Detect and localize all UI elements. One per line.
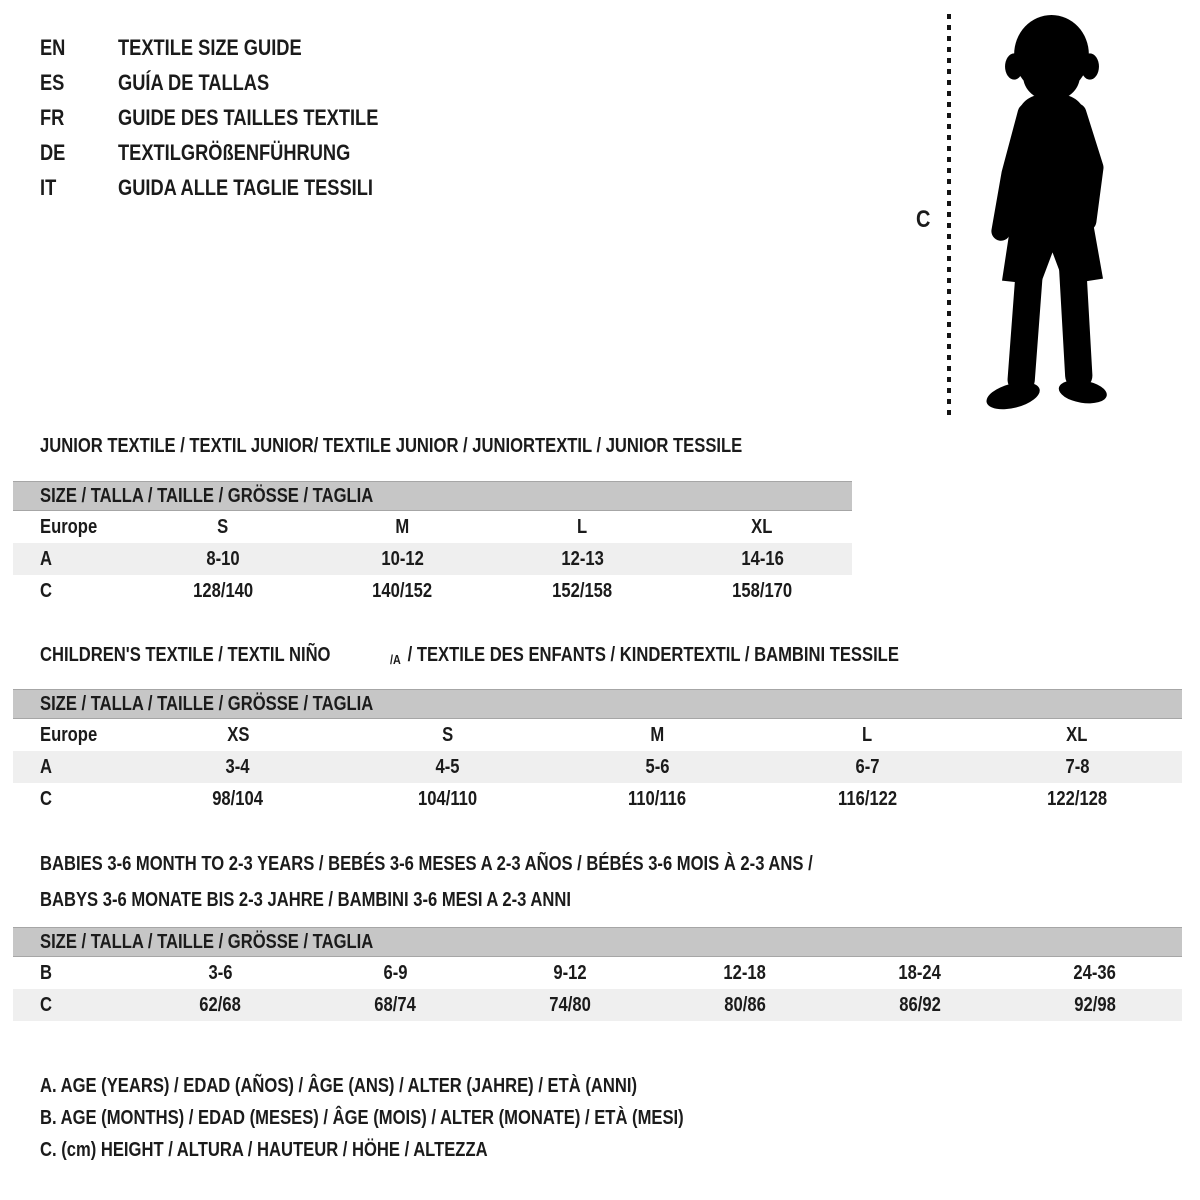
height-cell: 110/116 xyxy=(628,787,687,810)
junior-section-title: JUNIOR TEXTILE / TEXTIL JUNIOR/ TEXTILE JUNIOR / JUNIORTEXTIL / JUNIOR TESSILE xyxy=(40,435,743,457)
age-cell: 6-9 xyxy=(383,961,408,984)
size-cell: XL xyxy=(751,515,773,538)
height-measure-label: C xyxy=(916,206,931,233)
table-row-age xyxy=(13,543,852,575)
size-cell: XL xyxy=(1066,723,1088,746)
age-cell: 3-4 xyxy=(225,755,250,778)
babies-size-table xyxy=(13,927,1182,1021)
age-cell: 6-7 xyxy=(855,755,880,778)
table-row-months xyxy=(13,957,1182,989)
height-cell: 122/128 xyxy=(1047,787,1108,810)
height-cell: 62/68 xyxy=(199,993,242,1016)
language-title: GUÍA DE TALLAS xyxy=(118,69,270,95)
language-title: GUIDE DES TAILLES TEXTILE xyxy=(118,104,379,130)
height-cell: 92/98 xyxy=(1073,993,1116,1016)
size-header-band: SIZE / TALLA / TAILLE / GRÖSSE / TAGLIA xyxy=(13,689,1182,719)
row-label: C xyxy=(40,579,52,602)
language-code: DE xyxy=(40,139,66,165)
row-label: Europe xyxy=(40,515,98,538)
age-cell: 10-12 xyxy=(381,547,424,570)
table-row-age xyxy=(13,751,1182,783)
language-code: FR xyxy=(40,104,65,130)
age-cell: 12-13 xyxy=(561,547,604,570)
size-cell: M xyxy=(650,723,665,746)
height-cell: 104/110 xyxy=(418,787,478,810)
toddler-silhouette-icon xyxy=(968,14,1136,418)
babies-section-title: BABIES 3-6 MONTH TO 2-3 YEARS / BEBÉS 3-6 MESES A 2-3 AÑOS / BÉBÉS 3-6 MOIS À 2-3 ANS / BABYS 3-6 MONATE BIS 2-3 JAHRE / BAMBINI 3-6 MESI A 2-3 ANNI xyxy=(40,853,813,911)
language-code: EN xyxy=(40,34,66,60)
table-row-height xyxy=(13,989,1182,1021)
height-cell: 74/80 xyxy=(549,993,591,1016)
language-title: TEXTILGRÖßENFÜHRUNG xyxy=(118,139,351,165)
table-row-height xyxy=(13,575,852,607)
table-row-height xyxy=(13,783,1182,815)
language-row-it xyxy=(40,170,432,205)
junior-size-table xyxy=(13,481,852,607)
children-size-table xyxy=(13,689,1182,815)
height-cell: 128/140 xyxy=(192,579,253,602)
age-cell: 12-18 xyxy=(723,961,767,984)
height-cell: 158/170 xyxy=(732,579,793,602)
language-title: TEXTILE SIZE GUIDE xyxy=(118,34,302,60)
legend-note-a: A. AGE (YEARS) / EDAD (AÑOS) / ÂGE (ANS) / ALTER (JAHRE) / ETÀ (ANNI) xyxy=(40,1074,637,1097)
age-cell: 14-16 xyxy=(740,547,784,570)
row-label: C xyxy=(40,993,52,1016)
language-row-en xyxy=(40,30,432,65)
language-row-fr xyxy=(40,100,432,135)
height-cell: 140/152 xyxy=(372,579,433,602)
row-label: B xyxy=(40,961,52,984)
legend-block xyxy=(40,1070,816,1166)
row-label: Europe xyxy=(40,723,98,746)
legend-note-b: B. AGE (MONTHS) / EDAD (MESES) / ÂGE (MOIS) / ALTER (MONATE) / ETÀ (MESI) xyxy=(40,1106,684,1129)
row-label: C xyxy=(40,787,52,810)
age-cell: 3-6 xyxy=(208,961,233,984)
age-cell: 24-36 xyxy=(1073,961,1116,984)
size-cell: S xyxy=(442,723,454,746)
height-cell: 86/92 xyxy=(898,993,941,1016)
language-title-block xyxy=(40,30,432,205)
size-header-band: SIZE / TALLA / TAILLE / GRÖSSE / TAGLIA xyxy=(13,481,852,511)
language-title: GUIDA ALLE TAGLIE TESSILI xyxy=(118,174,373,200)
age-cell: 9-12 xyxy=(553,961,587,984)
language-code: ES xyxy=(40,69,65,95)
size-cell: S xyxy=(217,515,229,538)
size-cell: L xyxy=(862,723,873,746)
size-cell: M xyxy=(395,515,410,538)
title-subscript: /A xyxy=(389,652,401,667)
height-cell: 98/104 xyxy=(212,787,264,810)
language-row-de xyxy=(40,135,432,170)
size-cell: XS xyxy=(226,723,249,746)
language-code: IT xyxy=(40,174,57,200)
height-cell: 152/158 xyxy=(552,579,613,602)
children-section-title: CHILDREN'S TEXTILE / TEXTIL NIÑO /A / TEXTILE DES ENFANTS / KINDERTEXTIL / BAMBINI TESSILE xyxy=(40,645,1000,670)
age-cell: 7-8 xyxy=(1065,755,1090,778)
height-measure-dashed-line xyxy=(947,14,951,418)
legend-note-c: C. (cm) HEIGHT / ALTURA / HAUTEUR / HÖHE / ALTEZZA xyxy=(40,1138,488,1161)
language-row-es xyxy=(40,65,432,100)
height-cell: 68/74 xyxy=(374,993,417,1016)
table-row-europe xyxy=(13,511,852,543)
row-label: A xyxy=(40,755,52,778)
size-cell: L xyxy=(577,515,588,538)
age-cell: 4-5 xyxy=(435,755,460,778)
size-header-band: SIZE / TALLA / TAILLE / GRÖSSE / TAGLIA xyxy=(13,927,1182,957)
age-cell: 5-6 xyxy=(645,755,670,778)
row-label: A xyxy=(40,547,52,570)
height-cell: 116/122 xyxy=(837,787,897,810)
age-cell: 18-24 xyxy=(898,961,941,984)
age-cell: 8-10 xyxy=(206,547,240,570)
table-row-europe xyxy=(13,719,1182,751)
height-cell: 80/86 xyxy=(724,993,766,1016)
